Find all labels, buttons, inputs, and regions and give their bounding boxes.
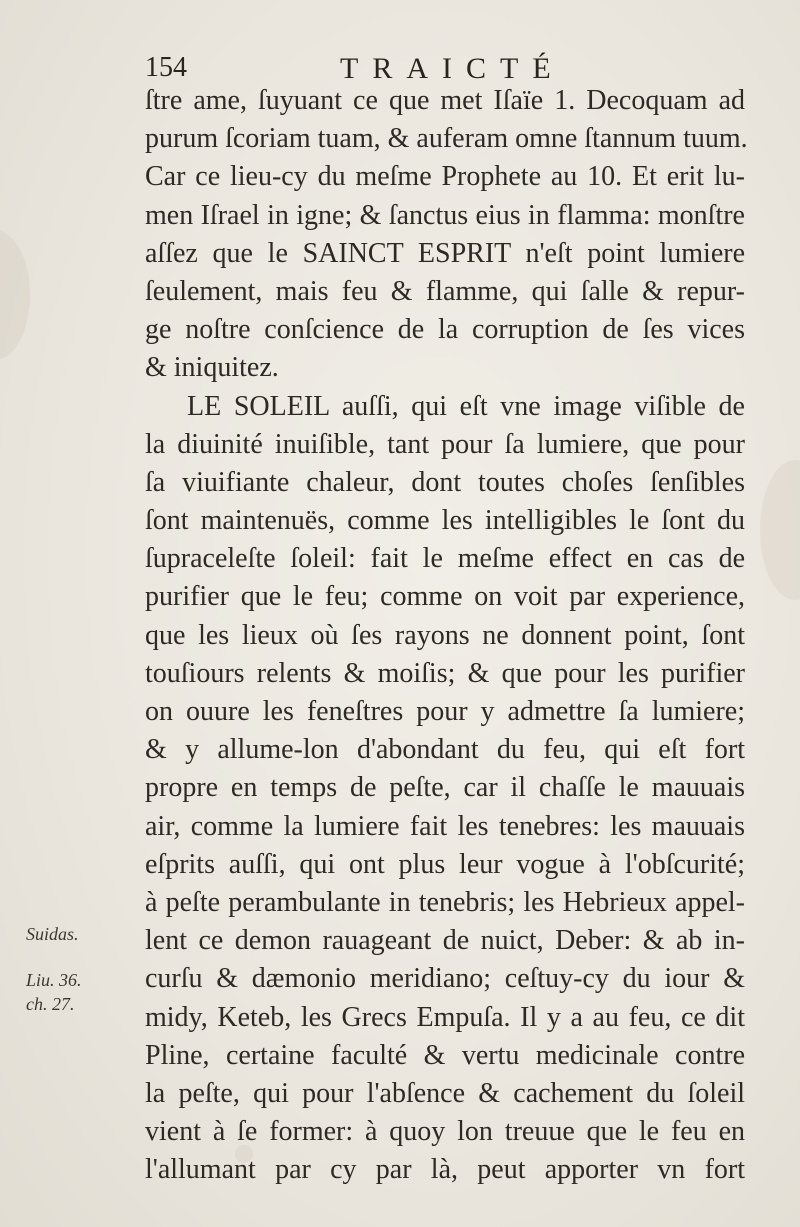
- text-line: eſprits auſſi, qui ont plus leur vogue à l'obſcurité;: [145, 848, 745, 880]
- text-line: curſu & dæmonio meridiano; ceſtuy-cy du iour &: [145, 963, 745, 995]
- text-line: touſiours relents & moiſis; & que pour les purifier: [145, 657, 745, 689]
- text-line: purifier que le feu; comme on voit par experience,: [145, 581, 745, 613]
- margin-note-pliny-reference: [26, 968, 131, 1016]
- body-text: [145, 82, 748, 1189]
- paper-stain: [0, 230, 30, 360]
- text-line: propre en temps de peſte, car il chaſſe le mauuais: [145, 772, 745, 804]
- text-line: men Iſrael in igne; & ſanctus eius in flamma: monſtre: [145, 199, 745, 231]
- margin-note-suidas: [26, 922, 131, 946]
- text-line: la diuinité inuiſible, tant pour ſa lumiere, que pour: [145, 428, 745, 460]
- margin-note-text: ch. 27.: [26, 994, 75, 1014]
- text-line: vient à ſe former: à quoy lon treuue que le feu en: [145, 1116, 745, 1148]
- text-line: à peſte perambulante in tenebris; les Hebrieux appel-: [145, 886, 745, 918]
- text-line: aſſez que le SAINCT ESPRIT n'eſt point lumiere: [145, 237, 745, 269]
- text-line: que les lieux où ſes rayons ne donnent point, ſont: [145, 619, 745, 651]
- text-line: ſa viuifiante chaleur, dont toutes choſes ſenſibles: [145, 466, 745, 498]
- text-line: l'allumant par cy par là, peut apporter vn fort: [145, 1154, 745, 1186]
- text-line: Car ce lieu-cy du meſme Prophete au 10. Et erit lu-: [145, 161, 745, 193]
- text-line: ge noſtre conſcience de la corruption de ſes vices: [145, 314, 745, 346]
- text-line: Pline, certaine faculté & vertu medicinale contre: [145, 1039, 745, 1071]
- text-line: midy, Keteb, les Grecs Empuſa. Il y a au feu, ce dit: [145, 1001, 745, 1033]
- text-line: purum ſcoriam tuam, & auferam omne ſtannum tuum.: [145, 123, 748, 155]
- text-line: ſont maintenuës, comme les intelligibles le ſont du: [145, 505, 745, 537]
- text-line: & iniquitez.: [145, 352, 279, 384]
- text-line: air, comme la lumiere fait les tenebres: les mauuais: [145, 810, 745, 842]
- running-title: TRAICTÉ: [340, 52, 565, 85]
- text-line: lent ce demon rauageant de nuict, Deber: & ab in-: [145, 925, 745, 957]
- text-line: on ouure les feneſtres pour y admettre ſa lumiere;: [145, 696, 745, 727]
- text-line: ſupraceleſte ſoleil: fait le meſme effect en cas de: [145, 543, 745, 575]
- page-number: 154: [145, 52, 187, 83]
- text-line: & y allume-lon d'abondant du feu, qui eſt fort: [145, 734, 745, 766]
- text-line: ſeulement, mais feu & flamme, qui ſalle & repur-: [145, 275, 745, 307]
- margin-note-text: Suidas.: [26, 924, 79, 944]
- margin-note-text: Liu. 36.: [26, 970, 82, 990]
- paper-stain: [760, 460, 800, 600]
- text-line: ſtre ame, ſuyuant ce que met Iſaïe 1. Decoquam ad: [145, 85, 745, 116]
- paragraph-start-line: LE SOLEIL auſſi, qui eſt vne image viſible de: [187, 390, 745, 422]
- text-line: la peſte, qui pour l'abſence & cachement du ſoleil: [145, 1077, 745, 1109]
